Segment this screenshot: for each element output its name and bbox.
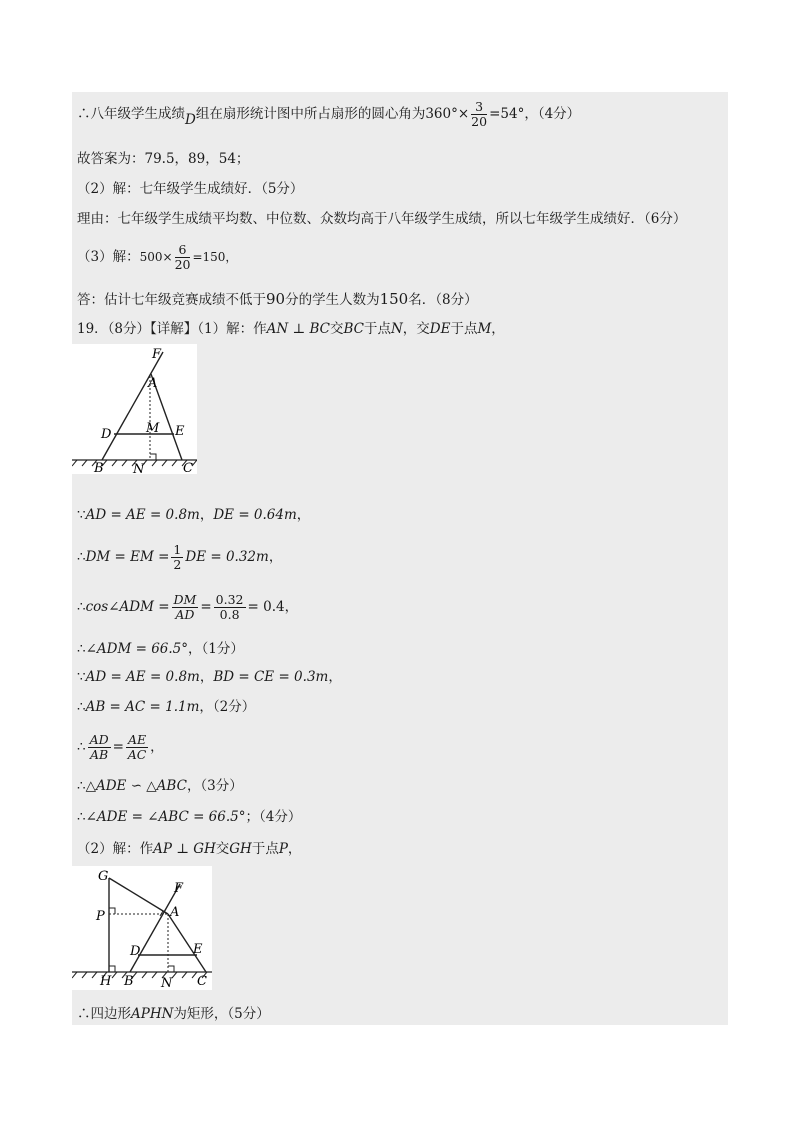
fraction: $\frac{AE}{AC}$: [127, 732, 147, 762]
fraction: $\frac{DM}{AD}$: [173, 592, 197, 622]
line-part2: （2）解：七年级学生成绩好．（5分）: [77, 181, 304, 197]
label-a: A: [170, 905, 180, 920]
line-reason: 理由：七年级学生成绩平均数、中位数、众数均高于八年级学生成绩，所以七年级学生成绩好．（6分）: [77, 211, 687, 227]
label-c: C: [183, 461, 193, 474]
line-sector-angle: [77, 100, 580, 129]
fraction: $\frac{6}{20}$: [174, 242, 191, 272]
line-dm-em: ∴DM = EM = $\frac{1}{2}$ DE = 0.32m，: [77, 542, 283, 572]
line-part2-q19: （2）解：作AP ⊥ GH交GH于点P，: [77, 841, 302, 857]
line-rectangle: ∴四边形APHN为矩形，（5分）: [77, 1006, 270, 1022]
line-angle-ade: ∴∠ADE = ∠ABC = 66.5°；（4分）: [77, 809, 302, 825]
label-b: B: [94, 461, 104, 474]
line-part3: [77, 243, 237, 272]
text: =150，: [192, 250, 238, 264]
label-g: G: [98, 869, 109, 884]
fraction: $\frac{0.32}{0.8}$: [215, 592, 244, 622]
label-d: D: [130, 944, 141, 959]
label-b: B: [124, 974, 134, 989]
line-ab-ac: ∴AB = AC = 1.1m，（2分）: [77, 699, 256, 715]
text: （3）解：: [77, 249, 140, 265]
label-e: E: [175, 424, 185, 439]
figure-2: [72, 866, 212, 990]
line-answer: 故答案为：79.5，89，54；: [77, 151, 250, 167]
label-c: C: [197, 974, 207, 989]
line-cos: ∴cos∠ADM = $\frac{DM}{AD}$ = $\frac{0.32}{0.8}$ = 0.4，: [77, 592, 299, 622]
text: 组在扇形统计图中所占扇形的圆心角为: [195, 106, 426, 122]
fraction: $\frac{3}{20}$: [471, 99, 488, 129]
fraction: $\frac{AD}{AB}$: [89, 732, 109, 762]
label-n: N: [133, 462, 145, 474]
figure-1: [72, 344, 197, 474]
label-m: M: [146, 421, 160, 436]
line-conclusion: 答：估计七年级竞赛成绩不低于90分的学生人数为150名．（8分）: [77, 290, 478, 308]
text: ∴八年级学生成绩: [77, 106, 185, 122]
line-similar: ∴△ADE ∽ △ABC，（3分）: [77, 778, 243, 794]
math-expr: 500×: [139, 250, 173, 264]
text: =54°，（4分）: [489, 106, 581, 122]
label-e: E: [193, 942, 203, 957]
math-expr: 360°×: [425, 106, 470, 122]
line-given-2: ∵AD = AE = 0.8m，BD = CE = 0.3m，: [77, 669, 342, 685]
label-n: N: [161, 976, 173, 990]
fraction: $\frac{1}{2}$: [173, 542, 182, 572]
label-p: P: [96, 909, 105, 924]
label-d: D: [101, 427, 112, 442]
line-angle-adm: ∴∠ADM = 66.5°，（1分）: [77, 641, 244, 657]
math-d: D: [185, 112, 196, 128]
label-f: F: [174, 881, 184, 896]
label-a: A: [148, 376, 158, 391]
label-f: F: [152, 347, 162, 362]
label-h: H: [100, 974, 112, 989]
line-given-1: ∵AD = AE = 0.8m，DE = 0.64m，: [77, 507, 311, 523]
line-ratio: ∴ $\frac{AD}{AB}$ = $\frac{AE}{AC}$ ，: [77, 732, 164, 762]
line-q19: 19．（8分）【详解】（1）解：作AN ⊥ BC交BC于点N，交DE于点M，: [77, 321, 505, 337]
